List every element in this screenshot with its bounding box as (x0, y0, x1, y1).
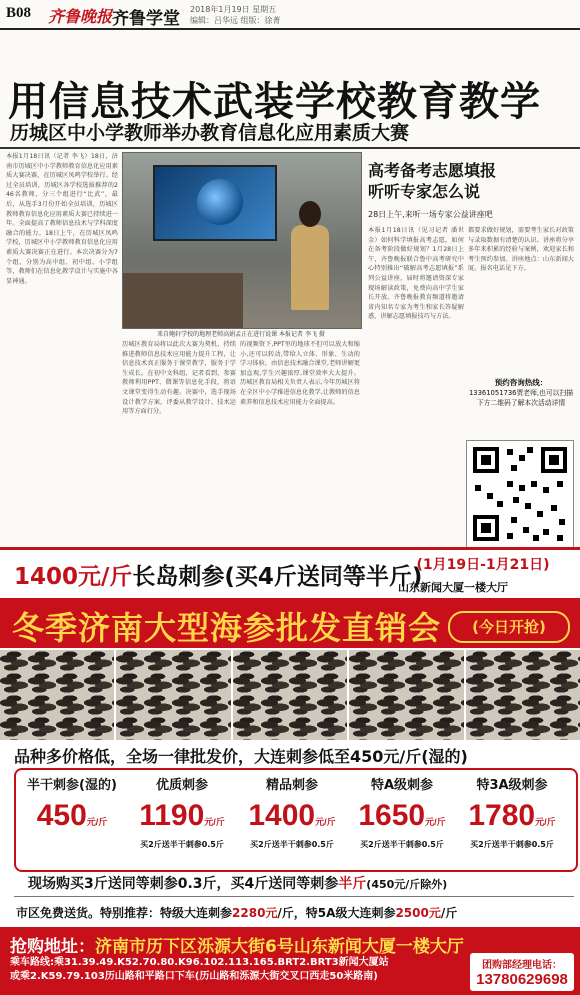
product-name: 半干刺参(湿的) (27, 778, 117, 793)
price-value: 450 (36, 799, 87, 832)
phone-number[interactable]: 13780629698 (476, 971, 568, 988)
issue-editors: 编辑：吕华远 组版：徐菁 (190, 16, 281, 25)
bus-routes (10, 956, 389, 984)
article-column-1: 本报1月18日讯（记者 李飞）18日，济南市历城区中小学教师教育信息化应用素质大赛决赛，在历城区凤鸣学校举行。经过全员培训，历城区各学校选拔推荐的246名教师，分三个组进行“比武”，最后，从选手3月份开始全员培训，历城区教师教育信息化应用素质大赛已持续进一年。全面提高了教师信息技术与学科深度融合的能力。18日上午，在历城区凤鸣学校，历城区中小学教师教育信息化应用素质大赛决赛正在进行。本次决赛分为7个组，分别为高中组、初中组、小学组等，教师们在信息化教学设计与实施中各显神通。 (6, 153, 118, 285)
price-value: 1780 (468, 799, 536, 832)
address-label: 抢购地址： (10, 937, 95, 957)
contact-text: 13361051736贾老师,也可以扫描下方二维码了解本次活动详情 (468, 389, 574, 407)
right-column-2: 都要求做好规划，需要考生家长对政策与录取数据有清楚的认识。讲座将分享多年来积累的经验与案例，欢迎家长和考生预约参加。讲座地点：山东新闻大厦。报名电话见下方。 (468, 227, 574, 273)
product-5 (458, 774, 566, 850)
delivery-price-2: 2500元 (395, 906, 441, 920)
right-subline: 28日上午,来听一场专家公益讲座吧 (368, 210, 493, 219)
projector-screen (153, 165, 277, 241)
section-title: 齐鲁学堂 (112, 9, 180, 29)
product-gift: 买2斤送半干刺参0.5斤 (140, 840, 224, 849)
product-4 (348, 774, 456, 850)
ad-venue: 山东新闻大厦一楼大厅 (398, 581, 508, 594)
product-name: 特3A级刺参 (476, 778, 548, 793)
issue-date: 2018年1月19日 星期五 (190, 5, 277, 14)
price-value: 1400 (248, 799, 316, 832)
teacher-head (299, 201, 321, 227)
promo-note: (450元/斤除外) (366, 878, 448, 891)
ad-title-rest: 长岛刺参(买4斤送同等半斤) (132, 564, 423, 590)
ad-banner-text: 冬季济南大型海参批发直销会 (12, 609, 442, 647)
contact-title: 预约咨询热线： (494, 378, 548, 387)
product-1 (18, 774, 126, 833)
sea-cucumber-photos (0, 650, 580, 740)
price-unit: 元/斤 (425, 817, 446, 827)
page-number: B08 (6, 5, 32, 21)
delivery-price-1: 2280元 (232, 906, 278, 920)
product-name: 精品刺参 (265, 778, 318, 793)
route-line-1: 乘车路线:乘31.39.49.K52.70.80.K96.102.113.165.BRT2.BRT3新闻大厦站 (10, 957, 389, 968)
right-column-1: 本报1月18日讯（见习记者 潘世金）如何科学填报高考志愿，如何在备考阶段做好规划？1月28日上午，齐鲁晚报联合鲁中高考研究中心特别推出“破解高考志愿填报”系列公益讲座，届时将邀请资深专家现场解读政策，免费向高中学生家长开放。齐鲁晚报教育频道将邀请省内知名专家为考生和家长答疑解惑，讲解志愿填报技巧与方法。 (368, 227, 464, 321)
issue-meta (190, 4, 281, 26)
right-headline-line2: 听听专家怎么说 (368, 182, 481, 201)
product-3 (238, 774, 346, 850)
newspaper-logo: 齐鲁晚报 (48, 7, 113, 26)
product-price (128, 799, 236, 833)
sea-cucumber-photo (233, 650, 347, 740)
sea-cucumber-photo (0, 650, 114, 740)
product-gift: 买2斤送半干刺参0.5斤 (470, 840, 554, 849)
product-name: 优质刺参 (155, 778, 208, 793)
phone-label: 团购部经理电话： (482, 960, 562, 971)
product-price (238, 799, 346, 833)
promo-text: 现场购买3斤送同等刺参0.3斤，买4斤送同等刺参 (28, 876, 339, 892)
article-column-2: 历城区教育局将以此次大赛为契机，持续推进教师信息技术应用能力提升工程，让信息技术真正服务于课堂教学，服务于学生成长。在初中文科组，记者看到，参赛教师利用PPT、微课等信息化手段，将语文课堂变得生动有趣。决赛中，选手现场设计教学方案，评委从教学设计、技术运用等方面打分。 (122, 341, 236, 416)
delivery-text: 市区免费送货。特别推荐：特级大连刺参 (16, 906, 233, 920)
right-headline (368, 160, 496, 202)
product-price (348, 799, 456, 833)
promo-line (28, 873, 447, 893)
delivery-line (16, 904, 457, 921)
classroom-photo (122, 152, 362, 329)
sub-headline: 历城区中小学教师举办教育信息化应用素质大赛 (10, 122, 410, 144)
globe-image (197, 179, 243, 225)
phone-box (470, 953, 574, 991)
price-unit: 元/斤 (204, 817, 225, 827)
price-unit: 元/斤 (315, 817, 336, 827)
promo-highlight: 半斤 (338, 876, 367, 892)
delivery-unit: /斤 (440, 906, 458, 920)
qr-pattern-icon (467, 441, 573, 547)
address-text: 济南市历下区泺源大街6号山东新闻大厦一楼大厅 (95, 937, 464, 957)
main-headline: 用信息技术武装学校教育教学 (8, 79, 541, 125)
contact-block (468, 378, 574, 408)
delivery-text-2: /斤，特5A级大连刺参 (277, 906, 396, 920)
ad-tagline: 品种多价格低，全场一律批发价，大连刺参低至450元/斤(湿的) (14, 747, 468, 766)
ad-title (14, 558, 422, 591)
price-value: 1190 (139, 799, 205, 832)
product-price (458, 799, 566, 833)
ad-banner-tag: (今日开抢) (448, 611, 570, 643)
desk (123, 273, 243, 328)
route-line-2: 或乘2.K59.79.103历山路和平路口下车(历山路和泺源大街交叉口西走50米路南) (10, 971, 378, 982)
product-gift: 买2斤送半干刺参0.5斤 (360, 840, 444, 849)
photo-caption: 来自鲍轩学校的地理老师高娟孟正在进行说课 本报记者 李飞 摄 (157, 331, 325, 338)
ad-address (10, 932, 464, 957)
product-2 (128, 774, 236, 850)
sea-cucumber-photo (116, 650, 230, 740)
sea-cucumber-photo (466, 650, 580, 740)
price-value: 1650 (358, 799, 426, 832)
right-headline-line1: 高考备考志愿填报 (368, 161, 497, 180)
ad-rule (14, 896, 574, 897)
product-name: 特A级刺参 (370, 778, 434, 793)
price-unit: 元/斤 (535, 817, 556, 827)
divider (0, 147, 580, 149)
qr-code[interactable] (466, 440, 574, 548)
article-column-3: 的视频资下,PPT里的地球不但可以放大和缩小,还可以转动,带给人立体、形象、生动的学习体验。由信息技术融合课堂,老师讲解更加直观,学生兴趣浓厚,课堂效率大大提升。历城区教育局相关负责人表示,今年历城区将在全区中小学推进信息化教学,让教师的信息素养和信息技术应用能力全面提高。 (240, 341, 360, 406)
ad-dates: (1月19日-1月21日) (416, 557, 550, 573)
ad-title-price: 1400元/斤 (14, 564, 133, 590)
product-price (18, 799, 126, 833)
teacher-figure (291, 225, 329, 310)
product-gift: 买2斤送半干刺参0.5斤 (250, 840, 334, 849)
price-unit: 元/斤 (86, 817, 108, 827)
sea-cucumber-photo (349, 650, 463, 740)
